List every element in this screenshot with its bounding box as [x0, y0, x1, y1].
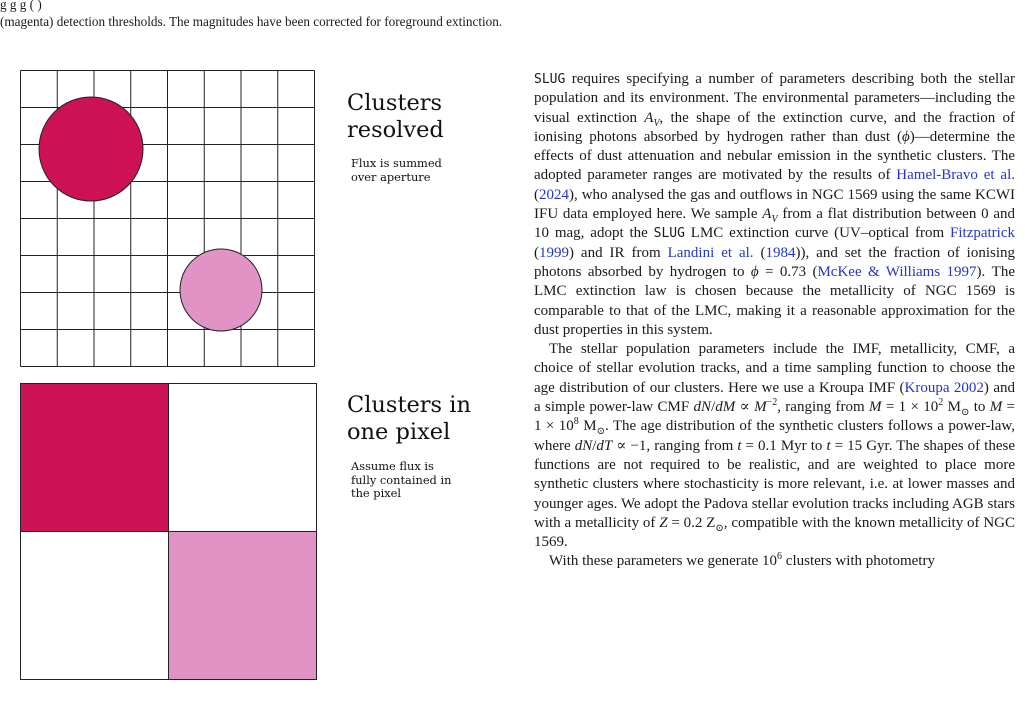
text-span: M: [868, 399, 882, 416]
text-span: )—determine the effects of dust attenuation and nebular emission in the synthetic clusters. The adopted parameter ranges are motivated by the results of: [534, 128, 1015, 184]
text-span: LMC extinction curve (UV–optical from: [684, 225, 951, 242]
text-span: ). The LMC extinction law is chosen because the metallicity of NGC 1569 is comparable to that of the LMC, making it a reasonable approximation for the dust properties in this system.: [534, 263, 1015, 338]
pixel-bottom-left: [21, 532, 169, 680]
resolved-clusters-diagram: [20, 70, 316, 368]
text-span: M: [989, 399, 1003, 416]
pixel-top-right: [169, 384, 317, 532]
panel1-note-line2: over aperture: [351, 169, 431, 184]
text-span: from a flat distribution between 0 and 10 mag, adopt the: [534, 206, 1016, 242]
text-span: A: [644, 109, 654, 126]
text-span: dN: [574, 437, 593, 454]
caption-line-2: (magenta) detection thresholds. The magnitudes have been corrected for foreground extinction.: [0, 14, 503, 29]
text-span: 6: [777, 551, 783, 563]
panel2-note-line1: Assume flux is: [351, 459, 434, 473]
text-span: ϕ: [750, 263, 759, 280]
text-span: V: [653, 117, 660, 129]
text-span: requires specifying a number of parameters describing both the stellar population and its environment. The environmental parameters—including the visual extinction: [534, 71, 1015, 126]
panel2-title: [347, 392, 471, 446]
paragraph-1: [534, 70, 1015, 340]
text-span: /: [592, 437, 597, 454]
text-span: = 0.73 (: [758, 263, 818, 280]
small-cluster-circle: [180, 249, 262, 331]
text-span: , ranging from: [777, 399, 869, 416]
text-span: 2: [938, 397, 944, 409]
text-span: )), and set the fraction of ionising photons absorbed by hydrogen to: [534, 244, 1015, 280]
text-span: (: [753, 244, 766, 261]
citation-link[interactable]: Fitzpatrick: [950, 225, 1015, 242]
text-span: to: [969, 399, 990, 416]
citation-link[interactable]: Hamel-Bravo et al.: [896, 167, 1015, 184]
text-span: ⊙: [596, 426, 605, 438]
text-span: clusters with photometry: [782, 553, 935, 570]
text-span: (: [534, 244, 539, 261]
text-span: SLUG: [534, 72, 566, 87]
text-span: ⊙: [960, 407, 970, 419]
text-span: M: [754, 399, 767, 416]
text-span: = 1 × 10: [534, 399, 1016, 435]
citation-link[interactable]: McKee & Williams 1997: [817, 263, 977, 280]
text-span: V: [771, 214, 778, 226]
single-pixel-diagram: [20, 383, 318, 681]
panel1-title-line2: resolved: [347, 117, 444, 143]
text-span: ∝ −1, ranging from: [612, 437, 738, 454]
text-span: ) and a simple power-law CMF: [534, 379, 1015, 416]
text-span: SLUG: [653, 226, 685, 242]
text-span: . The age distribution of the synthetic clusters follows a power-law, where: [534, 418, 1015, 454]
citation-link[interactable]: 1984: [765, 244, 796, 261]
text-span: ), who analysed the gas and outflows in NGC 1569 using the same KCWI IFU data employed here. We sample: [534, 186, 1015, 223]
text-span: = 0.2 Z: [667, 514, 716, 531]
figure-caption: [0, 0, 1025, 30]
paragraph-3: [534, 552, 1015, 571]
citation-link[interactable]: 2024: [539, 186, 569, 203]
citation-link[interactable]: 1999: [539, 244, 569, 261]
panel2-title-line1: Clusters in: [347, 392, 471, 418]
pixel-bottom-right: [169, 532, 317, 680]
text-span: M: [943, 399, 961, 416]
body-text-column: [534, 70, 1015, 572]
text-span: ⊙: [715, 522, 724, 534]
text-span: 8: [573, 416, 579, 428]
caption-line-1: g g g ( ): [0, 0, 42, 12]
text-span: = 15 Gyr. The shapes of these functions are not required to be realistic, and are weighted to place more synthetic clusters where stochasticity is more relevant, i.e. at lower masses and younger ages. We adopt the Padova stellar evolution tracks including AGB stars with a metallicity of: [534, 437, 1015, 531]
text-span: t: [737, 437, 742, 454]
text-span: The stellar population parameters include the IMF, metallicity, CMF, a choice of stellar evolution tracks, and a time sampling function to choose the age distribution of our clusters. Here we use a Kroupa IMF (: [534, 341, 1015, 396]
panel2-note: [351, 460, 451, 501]
panel2-note-line2: fully contained in: [351, 472, 452, 487]
text-span: dN: [693, 399, 712, 416]
panel1-note: [351, 157, 442, 184]
text-span: ϕ: [902, 128, 910, 145]
pixel-top-left: [21, 384, 169, 532]
text-span: With these parameters we generate 10: [549, 553, 778, 570]
text-span: , the shape of the extinction curve, and the fraction of ionising photons absorbed by hydrogen rather than dust (: [534, 109, 1015, 145]
text-span: (: [534, 186, 539, 203]
text-span: M: [578, 418, 597, 435]
text-span: Z: [659, 514, 668, 531]
text-span: dM: [715, 399, 736, 416]
text-span: A: [762, 206, 772, 223]
panel2-note-line3: the pixel: [351, 486, 402, 500]
text-span: dT: [596, 437, 613, 454]
panel1-title: [347, 90, 444, 144]
text-span: , compatible with the known metallicity of NGC 1569.: [534, 514, 1016, 551]
large-cluster-circle: [39, 97, 143, 201]
text-span: ) and IR from: [569, 244, 668, 261]
text-span: −2: [766, 397, 778, 409]
citation-link[interactable]: Kroupa 2002: [904, 379, 984, 396]
text-span: ∝: [735, 399, 755, 416]
text-span: = 0.1 Myr to: [741, 437, 827, 454]
panel1-note-line1: Flux is summed: [351, 156, 442, 170]
text-span: /: [711, 399, 716, 416]
citation-link[interactable]: Landini et al.: [667, 244, 754, 261]
panel2-title-line2: one pixel: [347, 419, 451, 445]
panel1-title-line1: Clusters: [347, 90, 443, 116]
paragraph-2: [534, 340, 1015, 552]
text-span: = 1 × 10: [881, 399, 939, 416]
text-span: t: [826, 437, 831, 454]
